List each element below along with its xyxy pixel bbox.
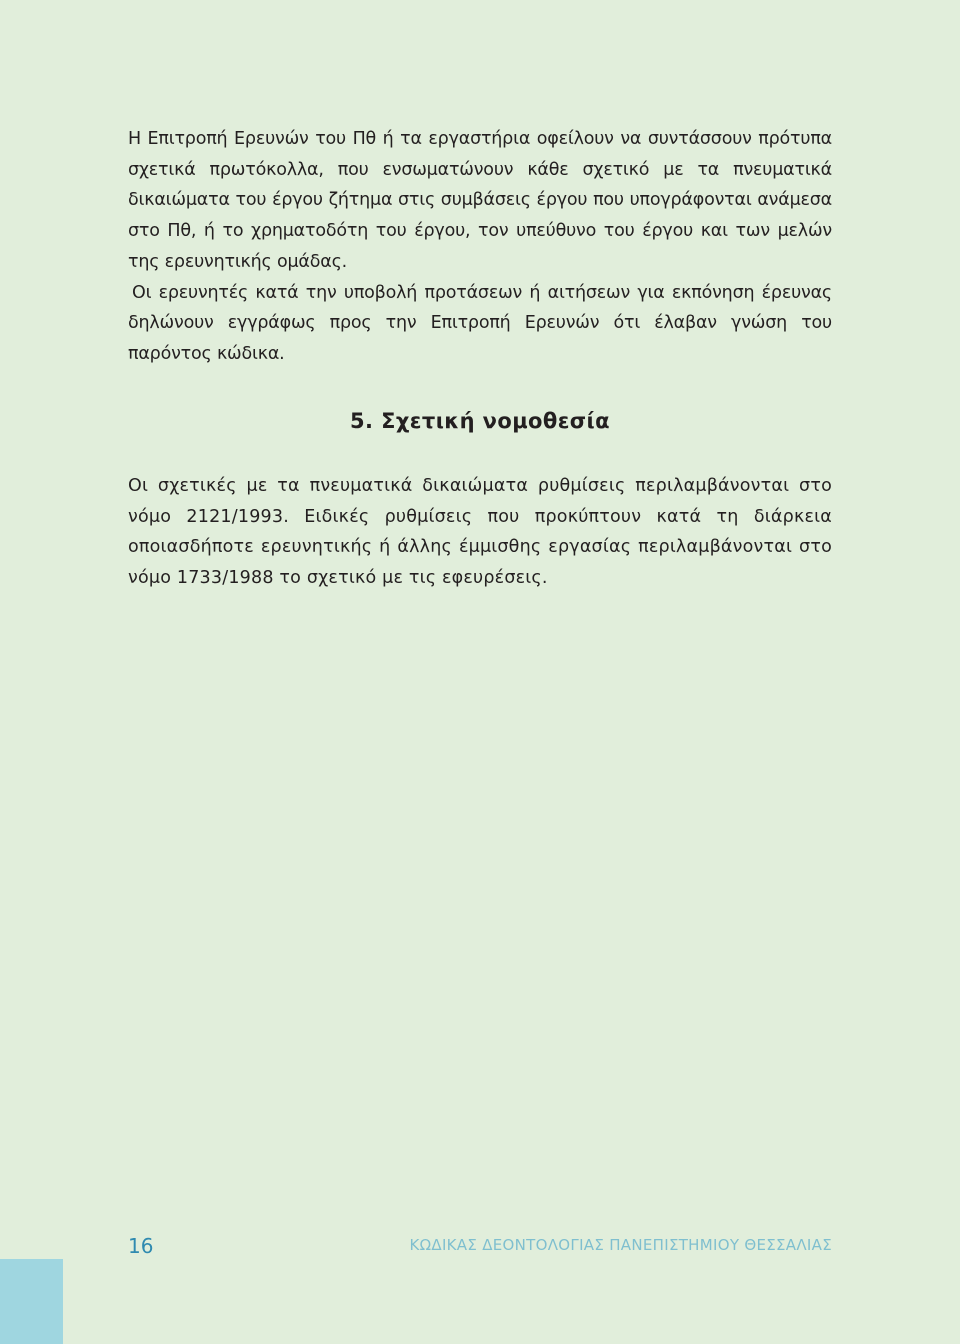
body-text-legislation [128, 471, 832, 594]
body-text-top [128, 124, 832, 370]
paragraph-researchers-declaration: Οι ερευνητές κατά την υποβολή προτάσεων ή αιτήσεων για εκπόνηση έρευνας δηλώνουν εγγράφως προς την Επιτροπή Ερευνών ότι έλαβαν γνώση του παρόντος κώδικα. [128, 282, 832, 364]
corner-color-tab [0, 1259, 63, 1344]
paragraph-legislation: Οι σχετικές με τα πνευματικά δικαιώματα ρυθμίσεις περιλαμβάνονται στο νόμο 2121/1993. Ειδικές ρυθμίσεις που προκύπτουν κατά τη διάρκεια οποιασδήποτε ερευνητικής ή άλλης έμμισθης εργασίας περιλαμβάνονται στο νόμο 1733/1988 το σχετικό με τις εφευρέσεις. [128, 476, 832, 589]
section-heading: 5. Σχετική νομοθεσία [350, 409, 610, 433]
footer-document-title: ΚΩΔΙΚΑΣ ΔΕΟΝΤΟΛΟΓΙΑΣ ΠΑΝΕΠΙΣΤΗΜΙΟΥ ΘΕΣΣΑΛΙΑΣ [409, 1236, 832, 1254]
paragraph-research-committee: Η Επιτροπή Ερευνών του Πθ ή τα εργαστήρια οφείλουν να συντάσσουν πρότυπα σχετικά πρωτόκολλα, που ενσωματώνουν κάθε σχετικό με τα πνευματικά δικαιώματα του έργου ζήτημα στις συμβάσεις έργου που υπογράφονται ανάμεσα στο Πθ, ή το χρηματοδότη του έργου, τον υπεύθυνο του έργου και των μελών της ερευνητικής ομάδας. [128, 129, 832, 272]
page-number: 16 [128, 1234, 154, 1258]
